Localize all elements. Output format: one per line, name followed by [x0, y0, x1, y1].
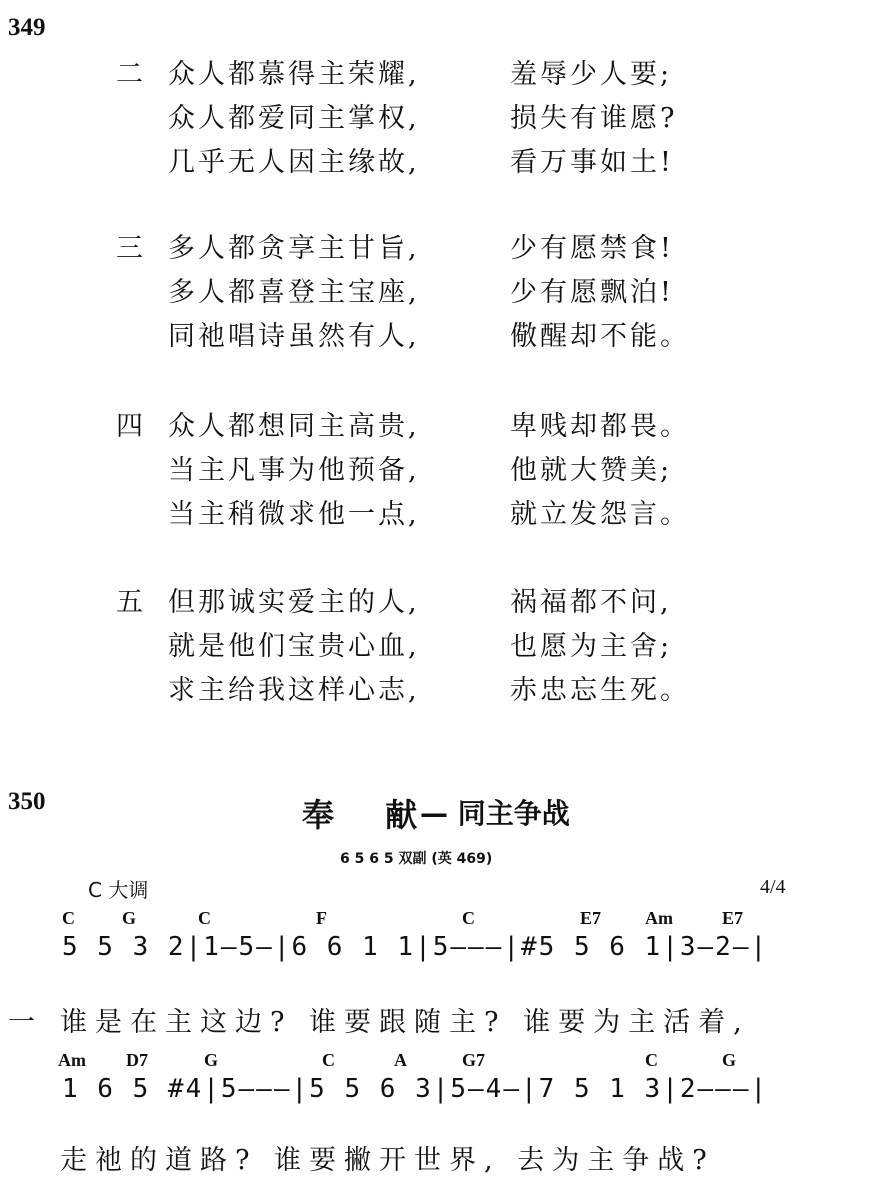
verse-number: 五 [116, 587, 143, 618]
verse-line-second-half: 就立发怨言。 [510, 499, 690, 530]
verse-line-second-half: 少有愿飘泊! [510, 277, 674, 308]
lyric-line: 走祂的道路? 谁要撇开世界, 去为主争战? [60, 1145, 715, 1176]
notation-line: 5 5 3 2|1—5—|6 6 1 1|5———|#5 5 6 1|3—2—| [62, 932, 769, 962]
chord-label: C [462, 908, 475, 928]
lyric-verse-number: 一 [8, 1007, 43, 1038]
verse-line-first-half: 几乎无人因主缘故, [168, 147, 420, 178]
lyric-line: 谁是在主这边? 谁要跟随主? 谁要为主活着, [60, 1007, 750, 1038]
chord-label: G [204, 1050, 219, 1070]
chord-label: C [62, 908, 75, 928]
verse-line-second-half: 也愿为主舍; [510, 631, 673, 662]
chord-label: G [122, 908, 137, 928]
meter: 6 5 6 5 双副 (英 469) [340, 851, 493, 867]
chord-label: A [394, 1050, 407, 1070]
verse-number: 四 [116, 411, 143, 442]
notation-line: 1 6 5 #4|5———|5 5 6 3|5—4—|7 5 1 3|2———| [62, 1074, 769, 1104]
verse-line-second-half: 他就大赞美; [510, 455, 673, 486]
verse-line-second-half: 儆醒却不能。 [510, 321, 690, 352]
chord-label: C [322, 1050, 335, 1070]
time-signature: 4/4 [760, 876, 786, 898]
chord-label: G7 [462, 1050, 486, 1070]
chord-label: C [198, 908, 211, 928]
verse-line-second-half: 卑贱却都畏。 [510, 411, 690, 442]
verse-line-second-half: 少有愿禁食! [510, 233, 674, 264]
chord-label: D7 [126, 1050, 148, 1070]
verse-line-first-half: 就是他们宝贵心血, [168, 631, 420, 662]
chord-label: Am [645, 908, 673, 928]
verse-line-first-half: 同祂唱诗虽然有人, [168, 321, 420, 352]
verse-number: 三 [116, 233, 143, 264]
verse-line-first-half: 多人都喜登主宝座, [168, 277, 420, 308]
hymn-subtitle: — 同主争战 [420, 797, 570, 830]
hymn-title: 奉 献 [302, 796, 438, 834]
verse-line-second-half: 祸福都不问, [510, 587, 672, 618]
verse-line-second-half: 羞辱少人要; [510, 59, 673, 90]
verse-line-first-half: 但那诚实爱主的人, [168, 587, 420, 618]
verse-line-second-half: 看万事如土! [510, 147, 674, 178]
verse-line-second-half: 损失有谁愿? [510, 103, 678, 134]
verse-line-first-half: 当主凡事为他预备, [168, 455, 420, 486]
chord-label: G [722, 1050, 737, 1070]
verse-line-first-half: 当主稍微求他一点, [168, 499, 420, 530]
key-signature: C 大调 [88, 878, 149, 902]
chord-label: C [645, 1050, 658, 1070]
verse-line-first-half: 众人都慕得主荣耀, [168, 59, 420, 90]
hymn-number: 350 [8, 788, 46, 815]
verse-line-first-half: 求主给我这样心志, [168, 675, 420, 706]
chord-label: E7 [722, 908, 744, 928]
chord-label: Am [58, 1050, 86, 1070]
chord-label: E7 [580, 908, 602, 928]
verse-line-first-half: 多人都贪享主甘旨, [168, 233, 420, 264]
chord-label: F [316, 908, 327, 928]
verse-number: 二 [116, 59, 143, 90]
hymn-number: 349 [8, 14, 46, 41]
verse-line-second-half: 赤忠忘生死。 [510, 675, 690, 706]
verse-line-first-half: 众人都想同主高贵, [168, 411, 420, 442]
verse-line-first-half: 众人都爱同主掌权, [168, 103, 420, 134]
